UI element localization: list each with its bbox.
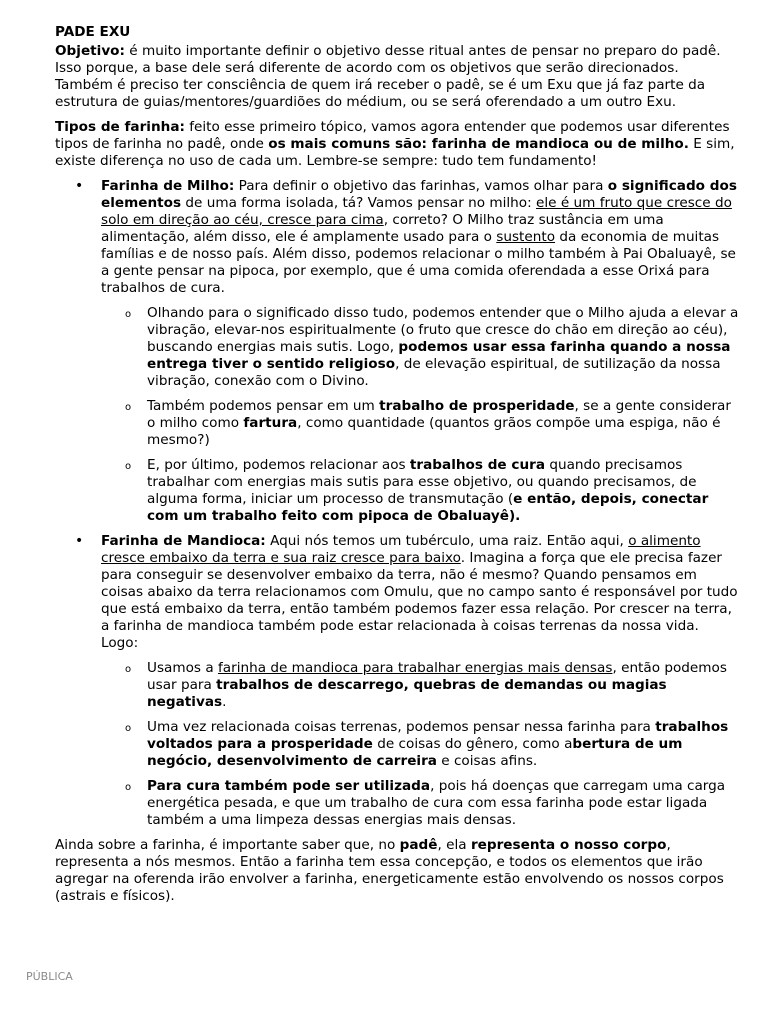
corn-text-4: da economia de muitas famílias e de nosso país. Além disso, podemos relacionar o milho também à Pai Obaluayê, se a gente pensar na pipoca, por exemplo, que é uma comida oferendada a esse Orixá para trabalhos de cura.	[101, 229, 736, 296]
list-item-corn-prosperity	[101, 398, 739, 449]
corn-s3-text-1: E, por último, podemos relacionar aos	[147, 457, 410, 473]
corn-s3-bold-1: trabalhos de cura	[409, 457, 545, 473]
flour-types-text-2: E sim, existe diferença no uso de cada um. Lembre-se sempre: tudo tem fundamento!	[55, 136, 735, 169]
corn-underline-2: sustento	[496, 229, 556, 245]
corn-text-3: , correto? O Milho traz sustância em uma alimentação, além disso, ele é amplamente usado para o	[101, 212, 664, 245]
corn-s1-text-1: Olhando para o significado disso tudo, podemos entender que o Milho ajuda a elevar a vibração, elevar-nos espiritualmente (o fruto que cresce do chão em direção ao céu), buscando energias mais sutis. Logo,	[147, 305, 739, 355]
list-item-cassava-flour	[55, 533, 739, 829]
cassava-s2-text-2: de coisas do gênero, como a	[372, 736, 573, 752]
corn-s2-text-3: , como quantidade (quantos grãos compõe uma espiga, não é mesmo?)	[147, 415, 721, 448]
corn-s1-text-2: , de elevação espiritual, de sutilização da nossa vibração, conexão com o Divino.	[147, 356, 721, 389]
cassava-s1-text-3: .	[222, 694, 227, 710]
cassava-s1-underline: farinha de mandioca para trabalhar energias mais densas	[217, 660, 613, 676]
closing-text-1: Ainda sobre a farinha, é importante saber que, no	[55, 837, 400, 853]
list-item-cassava-healing	[101, 778, 739, 829]
cassava-s1-bold: trabalhos de descarrego, quebras de demandas ou magias negativas	[147, 677, 667, 710]
corn-text-2: de uma forma isolada, tá? Vamos pensar no milho:	[181, 195, 537, 211]
closing-bold-2: representa o nosso corpo	[470, 837, 667, 853]
closing-text-2: , ela	[437, 837, 471, 853]
corn-text-1: Para definir o objetivo das farinhas, vamos olhar para	[234, 178, 608, 194]
flour-list	[55, 178, 739, 829]
corn-s3-text-2: quando precisamos trabalhar com energias mais sutis para esse objetivo, ou quando precisamos, de alguma forma, iniciar um processo de transmutação (	[147, 457, 697, 507]
classification-footer: PÚBLICA	[26, 970, 73, 983]
list-item-corn-flour	[55, 178, 739, 525]
corn-underline-1: ele é um fruto que cresce do solo em direção ao céu, cresce para cima	[101, 195, 732, 228]
objective-text: é muito importante definir o objetivo desse ritual antes de pensar no preparo do padê. Isso porque, a base dele será diferente de acordo com os objetivos que serão direcionados. Também é preciso ter consciência de quem irá receber o padê, se é um Exu que já faz parte da estrutura de guias/mentores/guardiões do médium, ou se será oferendado a um outro Exu.	[55, 43, 721, 110]
cassava-s2-text-1: Uma vez relacionada coisas terrenas, podemos pensar nessa farinha para	[147, 719, 656, 735]
list-item-cassava-prosperity	[101, 719, 739, 770]
closing-bold-1: padê	[399, 837, 438, 853]
document-page	[55, 24, 739, 913]
document-title: PADE EXU	[55, 24, 131, 40]
cassava-text-1: Aqui nós temos um tubérculo, uma raiz. Então aqui,	[265, 533, 629, 549]
cassava-s2-text-3: e coisas afins.	[436, 753, 538, 769]
cassava-flour-label: Farinha de Mandioca:	[101, 533, 266, 549]
corn-s2-bold-1: trabalho de prosperidade	[379, 398, 575, 414]
objective-label: Objetivo:	[55, 43, 125, 59]
flour-types-text-1: feito esse primeiro tópico, vamos agora entender que podemos usar diferentes tipos de farinha no padê, onde	[55, 119, 730, 152]
cassava-underline-1: o alimento cresce embaixo da terra e sua raiz cresce para baixo	[101, 533, 701, 566]
corn-s2-text-2: , se a gente considerar o milho como	[147, 398, 731, 431]
flour-types-bold-2: os mais comuns são: farinha de mandioca ou de milho.	[268, 136, 689, 152]
closing-paragraph	[55, 837, 739, 905]
corn-bold-2: o significado dos elementos	[101, 178, 737, 211]
flour-types-label: Tipos de farinha:	[55, 119, 185, 135]
corn-s1-bold: podemos usar essa farinha quando a nossa entrega tiver o sentido religioso	[147, 339, 731, 372]
corn-flour-label: Farinha de Milho:	[101, 178, 235, 194]
corn-s3-bold-2: e então, depois, conectar com um trabalho feito com pipoca de Obaluayê).	[147, 491, 709, 524]
list-item-cassava-dense-energy	[101, 660, 739, 711]
flour-types-paragraph	[55, 119, 739, 170]
list-item-corn-healing	[101, 457, 739, 525]
cassava-s1-text-1: Usamos a	[147, 660, 218, 676]
closing-text-3: , representa a nós mesmos. Então a farinha tem essa concepção, e todos os elementos que irão agregar na oferenda irão envolver a farinha, energeticamente estão envolvendo os nossos corpos (astrais e físicos).	[55, 837, 724, 904]
cassava-s2-bold-1: trabalhos voltados para a prosperidade	[147, 719, 729, 752]
cassava-s1-text-2: , então podemos usar para	[147, 660, 727, 693]
cassava-s2-bold-2: bertura de um negócio, desenvolvimento de carreira	[147, 736, 683, 769]
cassava-sublist	[101, 660, 739, 829]
cassava-s3-bold: Para cura também pode ser utilizada	[147, 778, 431, 794]
cassava-s3-text-1: , pois há doenças que carregam uma carga energética pesada, e que um trabalho de cura com essa farinha pode estar ligada também a uma limpeza dessas energias mais densas.	[147, 778, 726, 828]
list-item-corn-elevation	[101, 305, 739, 390]
corn-sublist	[101, 305, 739, 525]
cassava-text-2: . Imagina a força que ele precisa fazer para conseguir se desenvolver embaixo da terra, não é mesmo? Quando pensamos em coisas abaixo da terra relacionamos com Omulu, que no campo santo é responsável por tudo que está embaixo da terra, então também podemos fazer essa relação. Por crescer na terra, a farinha de mandioca também pode estar relacionada à coisas terrenas da nossa vida. Logo:	[101, 550, 738, 651]
objective-paragraph	[55, 43, 739, 111]
corn-s2-text-1: Também podemos pensar em um	[147, 398, 380, 414]
corn-s2-bold-2: fartura	[243, 415, 298, 431]
